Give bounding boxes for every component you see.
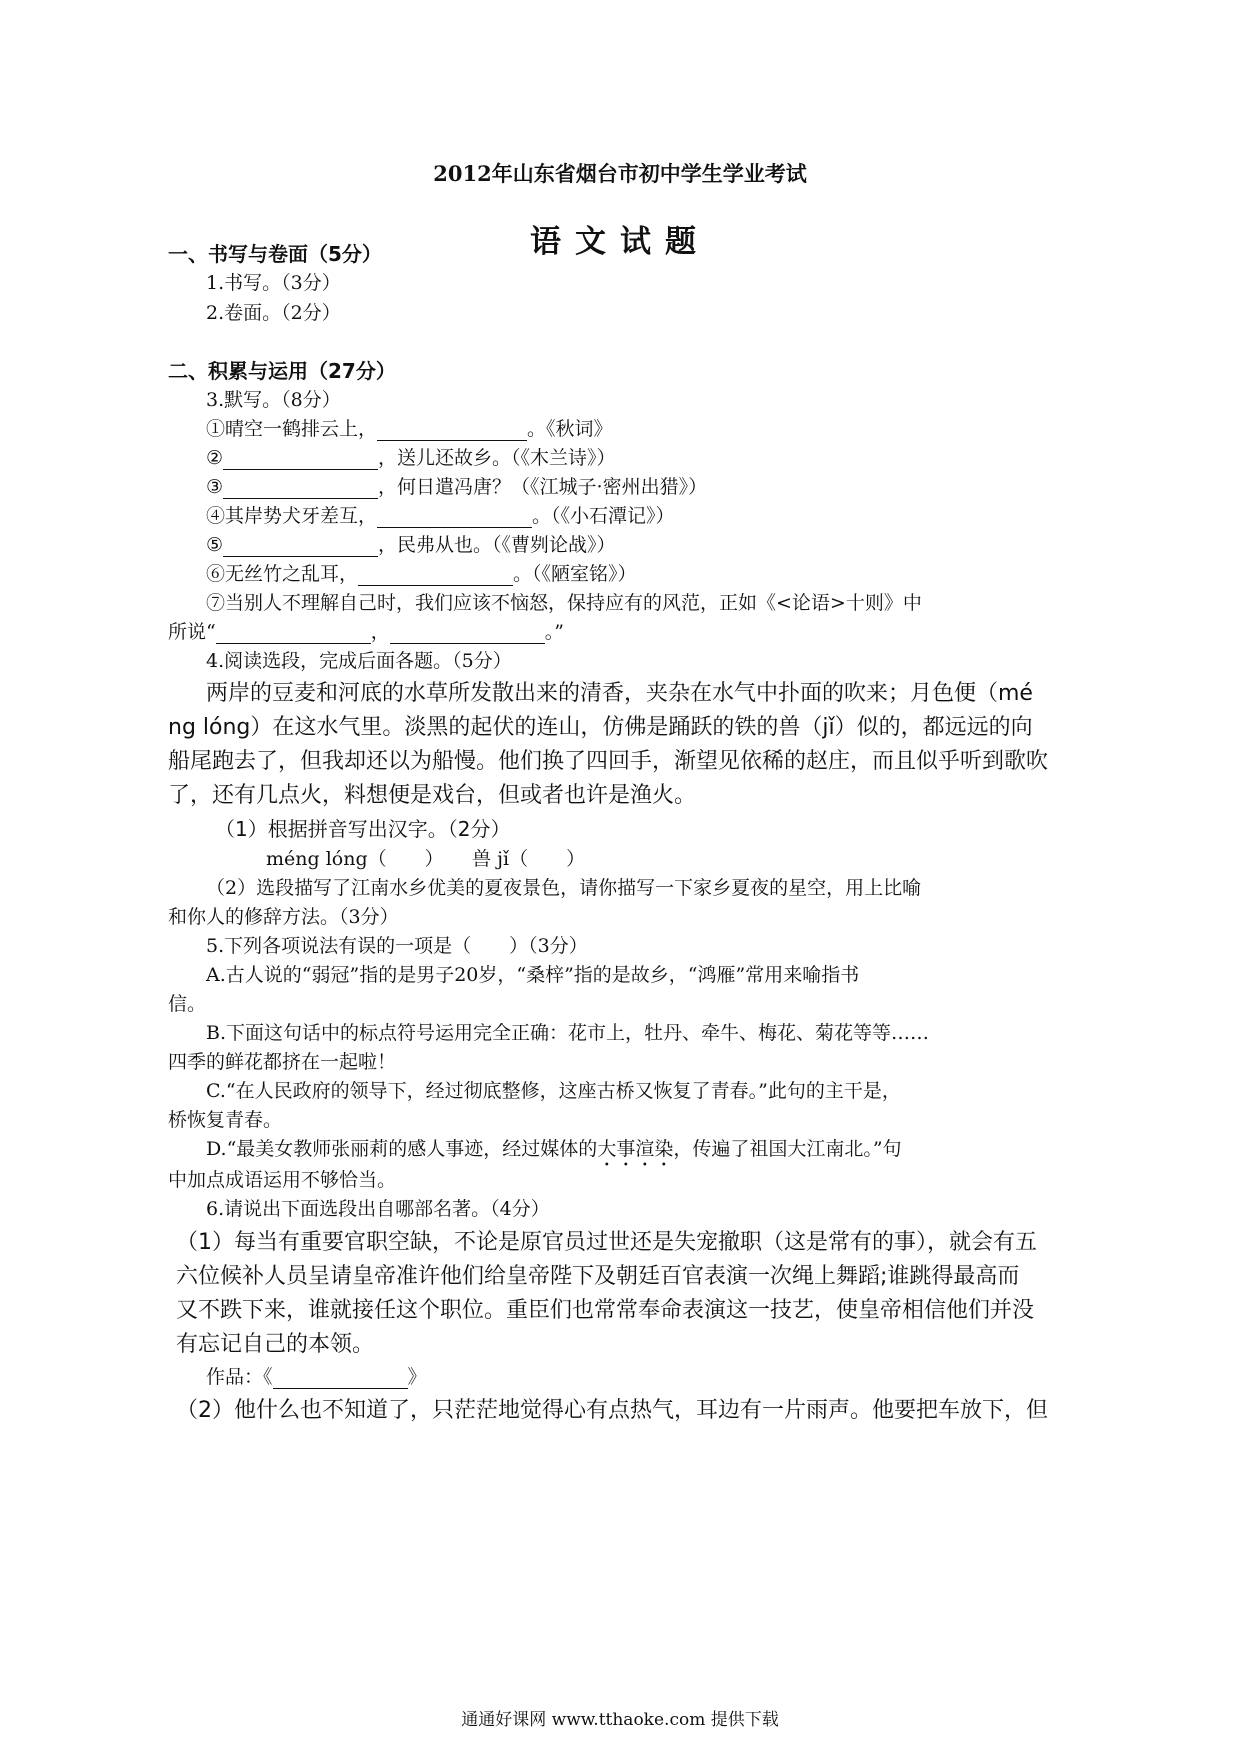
- option-c-line-1: C.“在人民政府的领导下，经过彻底整修，这座古桥又恢复了青春。”此句的主干是，: [206, 1080, 901, 1102]
- question-4-2-line-2: 和你人的修辞方法。（3分）: [168, 906, 399, 928]
- option-b-line-2: 四季的鲜花都挤在一起啦！: [168, 1051, 397, 1073]
- recitation-3-num: ③: [206, 476, 224, 498]
- recitation-5-text: ，民弗从也。（《曹刿论战》）: [378, 534, 616, 556]
- recitation-6-text: ⑥无丝竹之乱耳，: [206, 563, 359, 585]
- passage-line-4: 了，还有几点火，料想便是戏台，但或者也许是渔火。: [168, 783, 697, 808]
- recitation-1-text: ①晴空一鹤排云上，: [206, 418, 378, 440]
- recitation-2-text: ，送儿还故乡。（《木兰诗》）: [378, 447, 616, 469]
- question-2: 2.卷面。（2分）: [206, 302, 341, 324]
- question-4: 4.阅读选段，完成后面各题。（5分）: [206, 650, 512, 672]
- recitation-4-text: ④其岸势犬牙差互，: [206, 505, 378, 527]
- question-3: 3.默写。（8分）: [206, 389, 341, 411]
- answer-blank[interactable]: [223, 478, 378, 499]
- recitation-line-3: [206, 472, 707, 499]
- passage-line-3: 船尾跑去了，但我却还以为船慢。他们换了四回手，渐望见依稀的赵庄，而且似乎听到歌吹: [168, 749, 1049, 774]
- option-d-text-b: ，传遍了祖国大江南北。”句: [673, 1138, 902, 1160]
- answer-blank[interactable]: [377, 507, 532, 528]
- answer-blank[interactable]: [358, 565, 513, 586]
- recitation-6-source: 。（《陋室铭》）: [513, 563, 637, 585]
- recitation-line-2: [206, 443, 616, 470]
- works-close: 》: [407, 1366, 427, 1388]
- section-1-heading: 一、书写与卷面（5分）: [168, 242, 382, 266]
- recitation-line-4: [206, 501, 675, 528]
- answer-blank[interactable]: [216, 623, 371, 644]
- answer-blank[interactable]: [223, 536, 378, 557]
- reading-2-line-1: （2）他什么也不知道了，只茫茫地觉得心有点热气，耳边有一片雨声。他要把车放下，但: [176, 1398, 1049, 1423]
- answer-blank[interactable]: [377, 420, 527, 441]
- recitation-line-5: [206, 530, 616, 557]
- recitation-line-1: [206, 414, 613, 441]
- answer-blank[interactable]: [273, 1368, 408, 1389]
- works-label: 作品：《: [206, 1366, 273, 1388]
- recitation-7-comma: ，: [370, 621, 390, 643]
- dotted-idiom: 大事渲染: [597, 1138, 674, 1160]
- reading-1-line-2: 六位候补人员呈请皇帝准许他们给皇帝陛下及朝廷百官表演一次绳上舞蹈;谁跳得最高而: [176, 1264, 1020, 1289]
- section-2-heading: 二、积累与运用（27分）: [168, 359, 396, 383]
- question-4-1: （1）根据拼音写出汉字。（2分）: [215, 817, 511, 841]
- recitation-line-6: [206, 559, 637, 586]
- footer-note: 通通好课网 www.tthaoke.com 提供下载: [461, 1710, 779, 1730]
- answer-blank[interactable]: [223, 449, 378, 470]
- recitation-line-7: ⑦当别人不理解自己时，我们应该不恼怒，保持应有的风范，正如《<论语>十则》中: [206, 592, 922, 614]
- recitation-4-source: 。（《小石潭记》）: [532, 505, 675, 527]
- question-1: 1.书写。（3分）: [206, 272, 341, 294]
- option-d-line-2: 中加点成语运用不够恰当。: [168, 1169, 397, 1191]
- reading-1-line-4: 有忘记自己的本领。: [176, 1332, 375, 1357]
- reading-1-line-3: 又不跌下来，谁就接任这个职位。重臣们也常常奉命表演这一技艺，使皇帝相信他们并没: [176, 1298, 1035, 1323]
- question-4-1-items: méng lóng（ ） 兽 jǐ（ ）: [266, 848, 586, 870]
- recitation-5-num: ⑤: [206, 534, 224, 556]
- passage-line-2: ng lóng）在这水气里。淡黑的起伏的连山，仿佛是踊跃的铁的兽（jǐ）似的，都远远的向: [168, 715, 1033, 740]
- reading-1-line-1: （1）每当有重要官职空缺，不论是原官员过世还是失宠撤职（这是常有的事），就会有五: [176, 1230, 1038, 1255]
- subject-title: 语文试题: [530, 224, 710, 260]
- recitation-line-7-cont: [168, 617, 564, 644]
- exam-title: 2012年山东省烟台市初中学生学业考试: [433, 161, 807, 186]
- recitation-2-num: ②: [206, 447, 224, 469]
- recitation-3-text: ，何日遣冯唐？（《江城子·密州出猎》）: [378, 476, 708, 498]
- option-c-line-2: 桥恢复青春。: [168, 1109, 283, 1131]
- recitation-7-end: 。”: [544, 621, 564, 643]
- recitation-7-prefix: 所说“: [168, 621, 216, 643]
- option-a-line-2: 信。: [168, 993, 207, 1015]
- works-answer-line: [206, 1362, 427, 1389]
- option-d-text-a: D.“最美女教师张丽莉的感人事迹，经过媒体的: [206, 1138, 598, 1160]
- option-b-line-1: B.下面这句话中的标点符号运用完全正确：花市上，牡丹、牵牛、梅花、菊花等等……: [206, 1022, 930, 1044]
- option-a-line-1: A.古人说的“弱冠”指的是男子20岁，“桑梓”指的是故乡，“鸿雁”常用来喻指书: [206, 964, 860, 986]
- answer-blank[interactable]: [390, 623, 545, 644]
- question-4-2-line-1: （2）选段描写了江南水乡优美的夏夜景色，请你描写一下家乡夏夜的星空，用上比喻: [206, 877, 922, 899]
- question-5: 5.下列各项说法有误的一项是（ ）（3分）: [206, 935, 588, 957]
- recitation-1-source: 。《秋词》: [527, 418, 613, 440]
- passage-line-1: 两岸的豆麦和河底的水草所发散出来的清香，夹杂在水气中扑面的吹来；月色便（mé: [206, 681, 1033, 706]
- question-6: 6.请说出下面选段出自哪部名著。（4分）: [206, 1198, 550, 1220]
